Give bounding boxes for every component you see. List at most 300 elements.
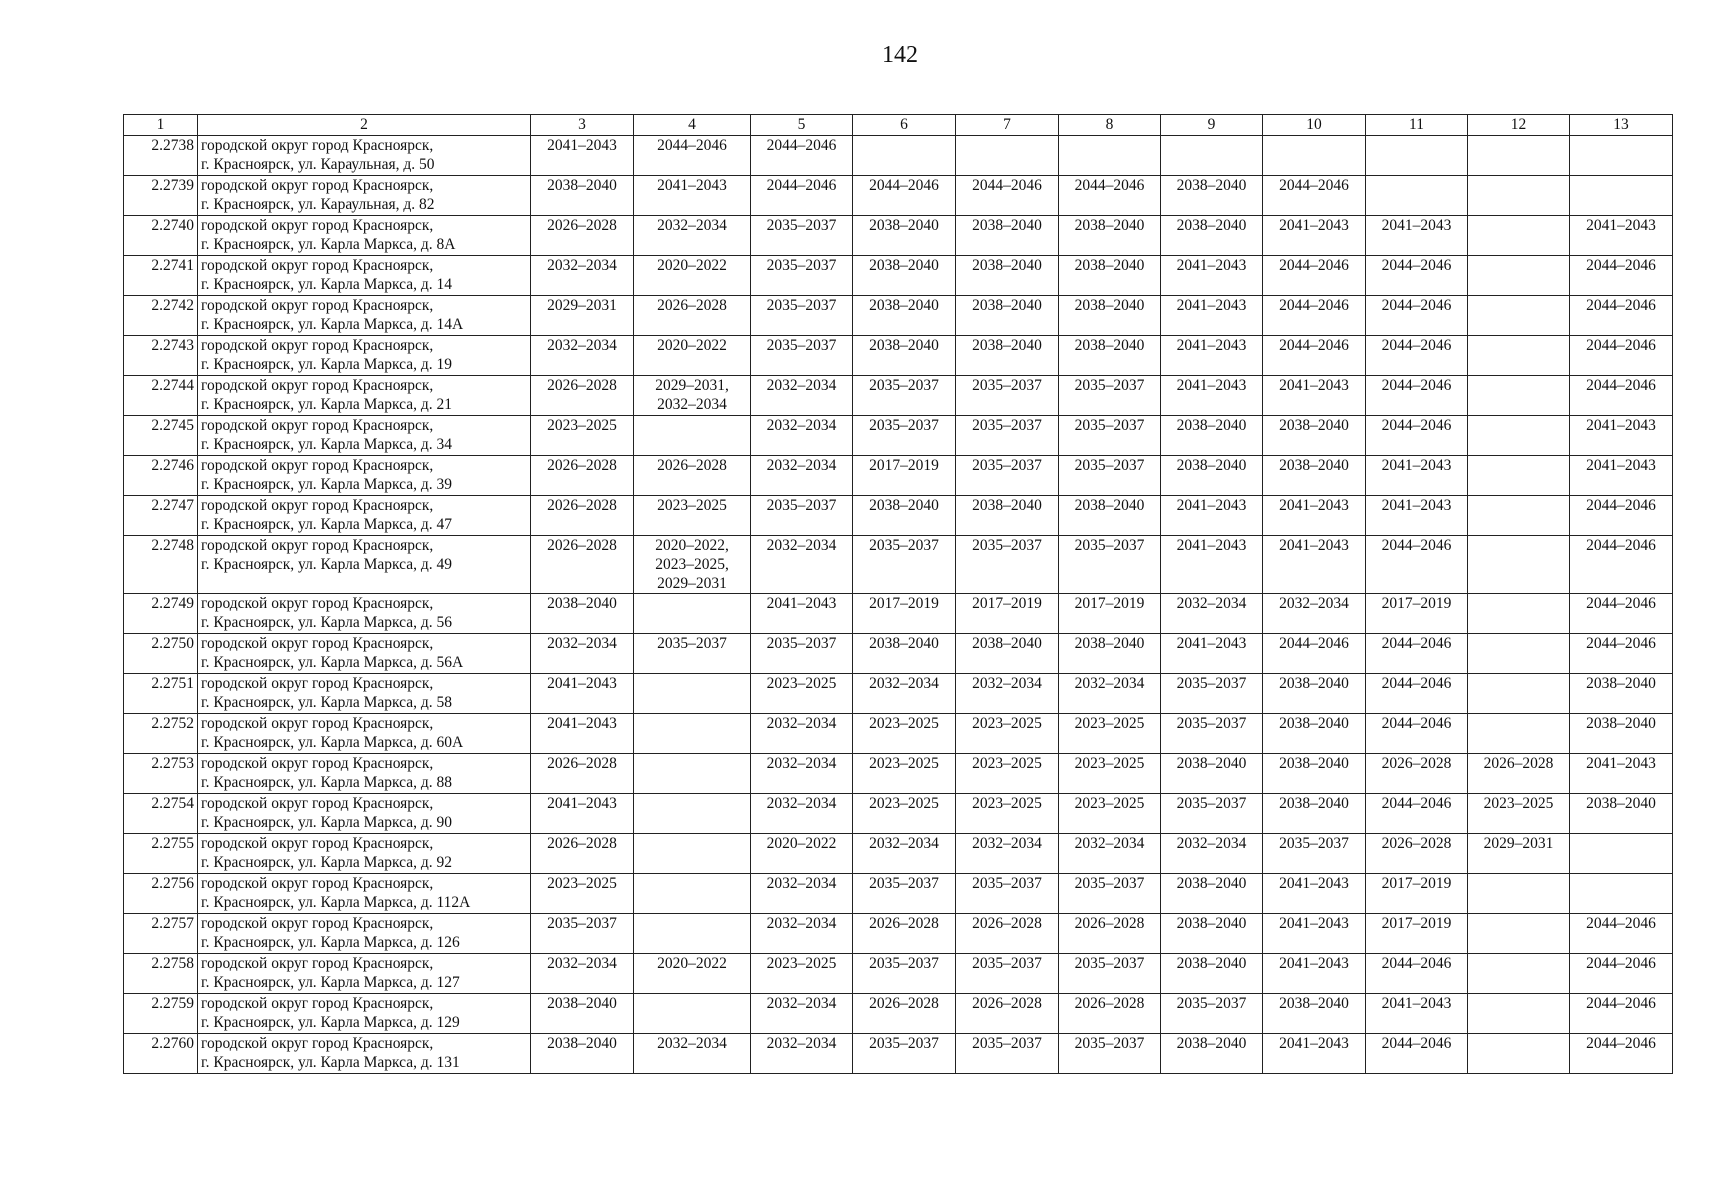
period-cell-col-10: 2044–2046 [1263, 176, 1366, 216]
address-line-municipality: городской округ город Красноярск, [201, 635, 434, 652]
period-cell-col-12 [1468, 296, 1570, 336]
period-cell-col-11: 2044–2046 [1366, 714, 1468, 754]
period-cell-col-8: 2038–2040 [1059, 216, 1161, 256]
period-cell-col-13: 2041–2043 [1570, 216, 1673, 256]
address-cell [198, 754, 531, 794]
row-number: 2.2749 [124, 594, 198, 634]
period-cell-col-10: 2041–2043 [1263, 954, 1366, 994]
table-body [124, 136, 1673, 1074]
period-cell-col-9: 2038–2040 [1161, 914, 1263, 954]
row-number: 2.2741 [124, 256, 198, 296]
address-line-municipality: городской округ город Красноярск, [201, 177, 434, 194]
period-cell-col-8: 2035–2037 [1059, 456, 1161, 496]
period-cell-col-10: 2038–2040 [1263, 794, 1366, 834]
address-cell [198, 416, 531, 456]
column-header-3: 3 [531, 115, 634, 136]
period-cell-col-8: 2044–2046 [1059, 176, 1161, 216]
period-cell-col-7: 2044–2046 [956, 176, 1059, 216]
period-cell-col-10: 2038–2040 [1263, 994, 1366, 1034]
address-line-street: г. Красноярск, ул. Карла Маркса, д. 131 [201, 1054, 460, 1071]
period-cell-col-13: 2044–2046 [1570, 594, 1673, 634]
period-cell-col-5: 2044–2046 [751, 136, 853, 176]
period-cell-col-9: 2038–2040 [1161, 216, 1263, 256]
period-cell-col-6: 2035–2037 [853, 954, 956, 994]
period-cell-col-6: 2038–2040 [853, 216, 956, 256]
period-cell-col-13: 2044–2046 [1570, 336, 1673, 376]
period-cell-col-10: 2041–2043 [1263, 376, 1366, 416]
period-cell-col-9: 2035–2037 [1161, 994, 1263, 1034]
table-row [124, 136, 1673, 176]
period-cell-col-12: 2026–2028 [1468, 754, 1570, 794]
table-row [124, 714, 1673, 754]
period-cell-col-6 [853, 136, 956, 176]
page-number: 142 [882, 42, 918, 68]
period-cell-col-3: 2032–2034 [531, 954, 634, 994]
address-cell [198, 914, 531, 954]
address-line-municipality: городской округ город Красноярск, [201, 1035, 434, 1052]
period-cell-col-11: 2026–2028 [1366, 754, 1468, 794]
period-cell-col-7: 2023–2025 [956, 794, 1059, 834]
period-cell-col-3: 2038–2040 [531, 594, 634, 634]
period-cell-col-3: 2041–2043 [531, 714, 634, 754]
row-number: 2.2747 [124, 496, 198, 536]
period-cell-col-11: 2044–2046 [1366, 674, 1468, 714]
period-cell-col-6: 2038–2040 [853, 256, 956, 296]
address-line-municipality: городской округ город Красноярск, [201, 795, 434, 812]
period-cell-col-13: 2044–2046 [1570, 496, 1673, 536]
row-number: 2.2755 [124, 834, 198, 874]
address-line-municipality: городской округ город Красноярск, [201, 875, 434, 892]
address-line-municipality: городской округ город Красноярск, [201, 915, 434, 932]
period-cell-col-12 [1468, 136, 1570, 176]
row-number: 2.2753 [124, 754, 198, 794]
period-cell-col-4: 2020–2022 [634, 256, 751, 296]
period-cell-col-6: 2038–2040 [853, 634, 956, 674]
period-cell-col-9: 2035–2037 [1161, 794, 1263, 834]
row-number: 2.2752 [124, 714, 198, 754]
period-cell-col-3: 2026–2028 [531, 754, 634, 794]
period-cell-col-12 [1468, 496, 1570, 536]
period-cell-col-5: 2035–2037 [751, 336, 853, 376]
period-cell-col-13: 2044–2046 [1570, 914, 1673, 954]
period-cell-col-6: 2038–2040 [853, 296, 956, 336]
period-cell-col-3: 2032–2034 [531, 634, 634, 674]
period-cell-col-13: 2044–2046 [1570, 994, 1673, 1034]
period-cell-col-5: 2041–2043 [751, 594, 853, 634]
period-cell-col-5: 2035–2037 [751, 296, 853, 336]
period-cell-col-4: 2020–2022, 2023–2025, 2029–2031 [634, 536, 751, 594]
period-cell-col-4: 2035–2037 [634, 634, 751, 674]
period-cell-col-7: 2026–2028 [956, 994, 1059, 1034]
period-cell-col-7: 2038–2040 [956, 296, 1059, 336]
period-cell-col-7 [956, 136, 1059, 176]
period-cell-col-11: 2044–2046 [1366, 376, 1468, 416]
period-cell-col-9: 2041–2043 [1161, 376, 1263, 416]
period-cell-col-7: 2038–2040 [956, 634, 1059, 674]
period-cell-col-3: 2035–2037 [531, 914, 634, 954]
period-cell-col-10: 2041–2043 [1263, 496, 1366, 536]
period-cell-col-12 [1468, 336, 1570, 376]
address-cell [198, 594, 531, 634]
period-cell-col-7: 2035–2037 [956, 954, 1059, 994]
address-line-street: г. Красноярск, ул. Карла Маркса, д. 60А [201, 734, 464, 751]
period-cell-col-4 [634, 754, 751, 794]
period-cell-col-13: 2044–2046 [1570, 296, 1673, 336]
period-cell-col-3: 2023–2025 [531, 416, 634, 456]
table-row [124, 994, 1673, 1034]
period-cell-col-12 [1468, 914, 1570, 954]
address-cell [198, 176, 531, 216]
address-cell [198, 794, 531, 834]
table-row [124, 674, 1673, 714]
period-cell-col-4: 2026–2028 [634, 456, 751, 496]
address-line-street: г. Красноярск, ул. Карла Маркса, д. 58 [201, 694, 452, 711]
period-cell-col-5: 2035–2037 [751, 256, 853, 296]
table-row [124, 1034, 1673, 1074]
address-line-municipality: городской округ город Красноярск, [201, 137, 434, 154]
period-cell-col-10: 2044–2046 [1263, 296, 1366, 336]
period-cell-col-5: 2023–2025 [751, 954, 853, 994]
period-cell-col-8: 2023–2025 [1059, 714, 1161, 754]
period-cell-col-12 [1468, 874, 1570, 914]
period-cell-col-6: 2023–2025 [853, 714, 956, 754]
period-cell-col-5: 2032–2034 [751, 754, 853, 794]
period-cell-col-13: 2044–2046 [1570, 256, 1673, 296]
table-row [124, 176, 1673, 216]
period-cell-col-5: 2032–2034 [751, 536, 853, 594]
period-cell-col-6: 2026–2028 [853, 914, 956, 954]
column-header-2: 2 [198, 115, 531, 136]
address-line-municipality: городской округ город Красноярск, [201, 417, 434, 434]
period-cell-col-7: 2035–2037 [956, 874, 1059, 914]
period-cell-col-3: 2029–2031 [531, 296, 634, 336]
row-number: 2.2758 [124, 954, 198, 994]
address-line-municipality: городской округ город Красноярск, [201, 457, 434, 474]
address-line-municipality: городской округ город Красноярск, [201, 995, 434, 1012]
column-header-5: 5 [751, 115, 853, 136]
column-header-12: 12 [1468, 115, 1570, 136]
period-cell-col-9: 2041–2043 [1161, 634, 1263, 674]
table-row [124, 834, 1673, 874]
period-cell-col-11: 2017–2019 [1366, 874, 1468, 914]
table-row [124, 536, 1673, 594]
row-number: 2.2756 [124, 874, 198, 914]
address-line-municipality: городской округ город Красноярск, [201, 835, 434, 852]
address-cell [198, 674, 531, 714]
period-cell-col-4: 2032–2034 [634, 216, 751, 256]
period-cell-col-10: 2041–2043 [1263, 216, 1366, 256]
address-line-street: г. Красноярск, ул. Карла Маркса, д. 129 [201, 1014, 460, 1031]
row-number: 2.2740 [124, 216, 198, 256]
address-line-street: г. Красноярск, ул. Караульная, д. 82 [201, 196, 435, 213]
table-row [124, 874, 1673, 914]
period-cell-col-6: 2035–2037 [853, 416, 956, 456]
period-cell-col-10: 2038–2040 [1263, 416, 1366, 456]
period-cell-col-10: 2038–2040 [1263, 754, 1366, 794]
address-line-street: г. Красноярск, ул. Карла Маркса, д. 14 [201, 276, 452, 293]
period-cell-col-8: 2038–2040 [1059, 296, 1161, 336]
period-cell-col-3: 2026–2028 [531, 456, 634, 496]
table-row [124, 794, 1673, 834]
address-line-street: г. Красноярск, ул. Карла Маркса, д. 39 [201, 476, 452, 493]
address-line-municipality: городской округ город Красноярск, [201, 715, 434, 732]
address-line-street: г. Красноярск, ул. Карла Маркса, д. 14А [201, 316, 464, 333]
period-cell-col-9: 2035–2037 [1161, 714, 1263, 754]
address-line-municipality: городской округ город Красноярск, [201, 377, 434, 394]
address-cell [198, 834, 531, 874]
period-cell-col-4 [634, 834, 751, 874]
address-line-street: г. Красноярск, ул. Карла Маркса, д. 47 [201, 516, 452, 533]
period-cell-col-9: 2032–2034 [1161, 834, 1263, 874]
row-number: 2.2757 [124, 914, 198, 954]
address-line-street: г. Красноярск, ул. Карла Маркса, д. 21 [201, 396, 452, 413]
period-cell-col-4 [634, 994, 751, 1034]
period-cell-col-7: 2035–2037 [956, 376, 1059, 416]
table-row [124, 754, 1673, 794]
period-cell-col-10: 2041–2043 [1263, 874, 1366, 914]
period-cell-col-5: 2032–2034 [751, 994, 853, 1034]
row-number: 2.2760 [124, 1034, 198, 1074]
period-cell-col-5: 2032–2034 [751, 914, 853, 954]
table-row [124, 296, 1673, 336]
period-cell-col-3: 2038–2040 [531, 176, 634, 216]
period-cell-col-6: 2035–2037 [853, 874, 956, 914]
period-cell-col-3: 2032–2034 [531, 256, 634, 296]
period-cell-col-10: 2032–2034 [1263, 594, 1366, 634]
repair-schedule-table [123, 114, 1673, 1074]
period-cell-col-11: 2044–2046 [1366, 794, 1468, 834]
period-cell-col-9: 2041–2043 [1161, 536, 1263, 594]
period-cell-col-5: 2032–2034 [751, 376, 853, 416]
period-cell-col-4: 2020–2022 [634, 336, 751, 376]
period-cell-col-10: 2035–2037 [1263, 834, 1366, 874]
period-cell-col-7: 2035–2037 [956, 456, 1059, 496]
period-cell-col-12 [1468, 376, 1570, 416]
row-number: 2.2750 [124, 634, 198, 674]
period-cell-col-8: 2038–2040 [1059, 256, 1161, 296]
period-cell-col-4 [634, 594, 751, 634]
address-line-municipality: городской округ город Красноярск, [201, 497, 434, 514]
period-cell-col-9: 2041–2043 [1161, 336, 1263, 376]
period-cell-col-8: 2038–2040 [1059, 336, 1161, 376]
period-cell-col-8: 2035–2037 [1059, 1034, 1161, 1074]
period-cell-col-5: 2032–2034 [751, 874, 853, 914]
period-cell-col-8: 2032–2034 [1059, 674, 1161, 714]
period-cell-col-8: 2026–2028 [1059, 994, 1161, 1034]
row-number: 2.2751 [124, 674, 198, 714]
period-cell-col-12 [1468, 1034, 1570, 1074]
column-header-10: 10 [1263, 115, 1366, 136]
period-cell-col-12 [1468, 416, 1570, 456]
address-cell [198, 136, 531, 176]
row-number: 2.2743 [124, 336, 198, 376]
period-cell-col-13: 2038–2040 [1570, 794, 1673, 834]
period-cell-col-10: 2038–2040 [1263, 456, 1366, 496]
column-header-13: 13 [1570, 115, 1673, 136]
period-cell-col-13: 2041–2043 [1570, 416, 1673, 456]
table-row [124, 416, 1673, 456]
period-cell-col-4 [634, 874, 751, 914]
address-line-street: г. Красноярск, ул. Караульная, д. 50 [201, 156, 435, 173]
period-cell-col-3: 2038–2040 [531, 994, 634, 1034]
period-cell-col-11: 2044–2046 [1366, 256, 1468, 296]
period-cell-col-6: 2017–2019 [853, 594, 956, 634]
table-row [124, 634, 1673, 674]
period-cell-col-8: 2017–2019 [1059, 594, 1161, 634]
period-cell-col-6: 2035–2037 [853, 376, 956, 416]
period-cell-col-6: 2026–2028 [853, 994, 956, 1034]
table-row [124, 376, 1673, 416]
column-header-8: 8 [1059, 115, 1161, 136]
period-cell-col-7: 2035–2037 [956, 416, 1059, 456]
period-cell-col-13: 2044–2046 [1570, 634, 1673, 674]
table-row [124, 914, 1673, 954]
period-cell-col-8: 2035–2037 [1059, 536, 1161, 594]
period-cell-col-12 [1468, 456, 1570, 496]
period-cell-col-4: 2032–2034 [634, 1034, 751, 1074]
period-cell-col-6: 2032–2034 [853, 674, 956, 714]
address-line-municipality: городской округ город Красноярск, [201, 337, 434, 354]
period-cell-col-9: 2038–2040 [1161, 874, 1263, 914]
period-cell-col-6: 2044–2046 [853, 176, 956, 216]
period-cell-col-9: 2035–2037 [1161, 674, 1263, 714]
period-cell-col-11: 2044–2046 [1366, 536, 1468, 594]
period-cell-col-3: 2041–2043 [531, 136, 634, 176]
period-cell-col-13: 2044–2046 [1570, 954, 1673, 994]
period-cell-col-10: 2044–2046 [1263, 256, 1366, 296]
period-cell-col-12 [1468, 954, 1570, 994]
period-cell-col-5: 2032–2034 [751, 456, 853, 496]
address-line-municipality: городской округ город Красноярск, [201, 257, 434, 274]
column-header-7: 7 [956, 115, 1059, 136]
period-cell-col-11: 2041–2043 [1366, 496, 1468, 536]
period-cell-col-8: 2035–2037 [1059, 954, 1161, 994]
period-cell-col-4: 2041–2043 [634, 176, 751, 216]
period-cell-col-5: 2032–2034 [751, 1034, 853, 1074]
period-cell-col-3: 2026–2028 [531, 496, 634, 536]
period-cell-col-4: 2029–2031, 2032–2034 [634, 376, 751, 416]
period-cell-col-7: 2035–2037 [956, 1034, 1059, 1074]
address-line-municipality: городской округ город Красноярск, [201, 297, 434, 314]
period-cell-col-12 [1468, 594, 1570, 634]
period-cell-col-4: 2044–2046 [634, 136, 751, 176]
period-cell-col-4: 2026–2028 [634, 296, 751, 336]
period-cell-col-10: 2041–2043 [1263, 536, 1366, 594]
period-cell-col-7: 2035–2037 [956, 536, 1059, 594]
period-cell-col-3: 2026–2028 [531, 376, 634, 416]
row-number: 2.2738 [124, 136, 198, 176]
address-cell [198, 376, 531, 416]
address-cell [198, 1034, 531, 1074]
address-line-municipality: городской округ город Красноярск, [201, 537, 434, 554]
address-cell [198, 216, 531, 256]
period-cell-col-8: 2023–2025 [1059, 754, 1161, 794]
period-cell-col-5: 2035–2037 [751, 216, 853, 256]
period-cell-col-9: 2038–2040 [1161, 954, 1263, 994]
row-number: 2.2759 [124, 994, 198, 1034]
period-cell-col-4 [634, 794, 751, 834]
period-cell-col-9: 2038–2040 [1161, 416, 1263, 456]
period-cell-col-5: 2023–2025 [751, 674, 853, 714]
period-cell-col-3: 2041–2043 [531, 794, 634, 834]
period-cell-col-7: 2038–2040 [956, 216, 1059, 256]
header-row [124, 115, 1673, 136]
address-line-street: г. Красноярск, ул. Карла Маркса, д. 90 [201, 814, 452, 831]
period-cell-col-8: 2023–2025 [1059, 794, 1161, 834]
period-cell-col-4: 2023–2025 [634, 496, 751, 536]
period-cell-col-6: 2023–2025 [853, 794, 956, 834]
period-cell-col-12 [1468, 994, 1570, 1034]
period-cell-col-5: 2032–2034 [751, 714, 853, 754]
period-cell-col-13 [1570, 874, 1673, 914]
period-cell-col-3: 2026–2028 [531, 216, 634, 256]
period-cell-col-4 [634, 674, 751, 714]
period-cell-col-11: 2044–2046 [1366, 634, 1468, 674]
period-cell-col-13: 2041–2043 [1570, 456, 1673, 496]
address-line-street: г. Красноярск, ул. Карла Маркса, д. 19 [201, 356, 452, 373]
row-number: 2.2754 [124, 794, 198, 834]
period-cell-col-7: 2026–2028 [956, 914, 1059, 954]
period-cell-col-6: 2038–2040 [853, 336, 956, 376]
period-cell-col-11: 2041–2043 [1366, 994, 1468, 1034]
row-number: 2.2745 [124, 416, 198, 456]
period-cell-col-10: 2038–2040 [1263, 714, 1366, 754]
column-header-1: 1 [124, 115, 198, 136]
period-cell-col-6: 2035–2037 [853, 1034, 956, 1074]
table-row [124, 594, 1673, 634]
row-number: 2.2748 [124, 536, 198, 594]
address-line-street: г. Красноярск, ул. Карла Маркса, д. 49 [201, 556, 452, 573]
period-cell-col-13 [1570, 834, 1673, 874]
period-cell-col-8: 2038–2040 [1059, 496, 1161, 536]
period-cell-col-13: 2044–2046 [1570, 376, 1673, 416]
period-cell-col-4: 2020–2022 [634, 954, 751, 994]
address-line-street: г. Красноярск, ул. Карла Маркса, д. 126 [201, 934, 460, 951]
period-cell-col-10: 2041–2043 [1263, 914, 1366, 954]
period-cell-col-8: 2038–2040 [1059, 634, 1161, 674]
period-cell-col-9: 2041–2043 [1161, 496, 1263, 536]
period-cell-col-10: 2041–2043 [1263, 1034, 1366, 1074]
period-cell-col-12 [1468, 714, 1570, 754]
address-cell [198, 256, 531, 296]
column-header-6: 6 [853, 115, 956, 136]
period-cell-col-6: 2035–2037 [853, 536, 956, 594]
address-cell [198, 536, 531, 594]
period-cell-col-11: 2041–2043 [1366, 456, 1468, 496]
period-cell-col-8: 2035–2037 [1059, 416, 1161, 456]
period-cell-col-8: 2035–2037 [1059, 874, 1161, 914]
table-row [124, 216, 1673, 256]
address-cell [198, 296, 531, 336]
period-cell-col-11: 2041–2043 [1366, 216, 1468, 256]
period-cell-col-3: 2032–2034 [531, 336, 634, 376]
address-line-street: г. Красноярск, ул. Карла Маркса, д. 92 [201, 854, 452, 871]
period-cell-col-11: 2017–2019 [1366, 914, 1468, 954]
address-line-street: г. Красноярск, ул. Карла Маркса, д. 56 [201, 614, 452, 631]
period-cell-col-10: 2044–2046 [1263, 634, 1366, 674]
table-row [124, 336, 1673, 376]
period-cell-col-13: 2038–2040 [1570, 714, 1673, 754]
address-line-street: г. Красноярск, ул. Карла Маркса, д. 34 [201, 436, 452, 453]
period-cell-col-12 [1468, 176, 1570, 216]
row-number: 2.2746 [124, 456, 198, 496]
period-cell-col-5: 2032–2034 [751, 416, 853, 456]
period-cell-col-10: 2038–2040 [1263, 674, 1366, 714]
address-line-street: г. Красноярск, ул. Карла Маркса, д. 8А [201, 236, 456, 253]
period-cell-col-7: 2038–2040 [956, 496, 1059, 536]
period-cell-col-12 [1468, 634, 1570, 674]
period-cell-col-11: 2017–2019 [1366, 594, 1468, 634]
